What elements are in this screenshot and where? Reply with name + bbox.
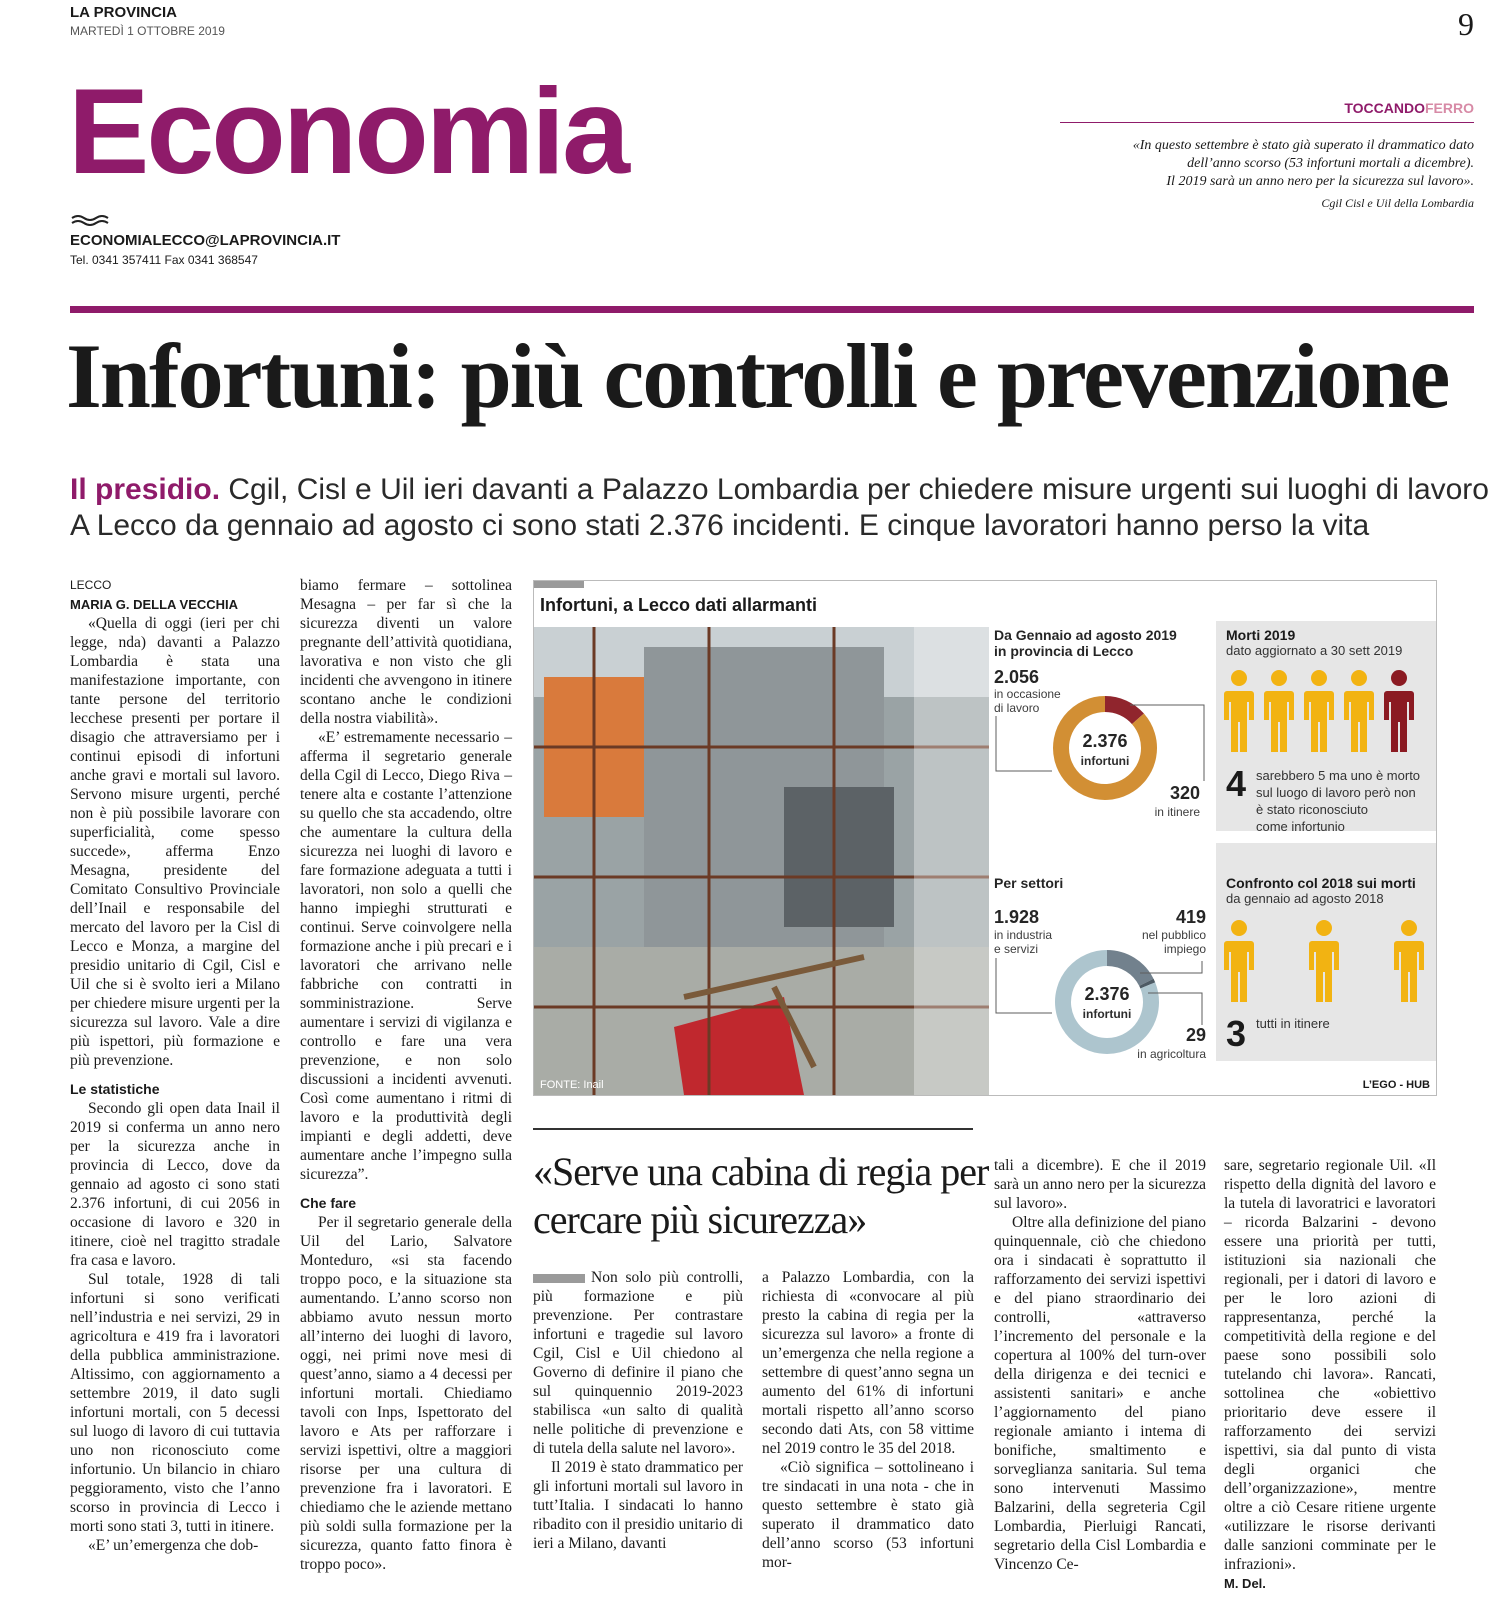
deaths-note (1256, 767, 1420, 835)
deck (70, 472, 1489, 544)
person-icon (1264, 670, 1294, 752)
signature: M. Del. (1224, 1576, 1266, 1591)
compare-note: tutti in itinere (1256, 1016, 1330, 1031)
deck-text-1: Cgil, Cisl e Uil ieri davanti a Palazzo Lombardia per chiedere misure urgenti sui luoghi di lavoro (220, 473, 1489, 506)
construction-site-photo (534, 627, 989, 1095)
compare-title: Confronto col 2018 sui morti (1226, 875, 1416, 891)
sector-leader-lines (990, 843, 1210, 1061)
donut2-total: 2.376 (1084, 984, 1130, 1004)
article-column-1 (70, 576, 280, 1555)
quote-line: Il 2019 sarà un anno nero per la sicurezza sul lavoro». (1166, 174, 1474, 189)
article2-column-1 (533, 1268, 743, 1553)
deck-lead: Il presidio. (70, 473, 221, 506)
newspaper-name: LA PROVINCIA (70, 4, 177, 21)
contact-email[interactable]: ECONOMIALECCO@LAPROVINCIA.IT (70, 232, 341, 249)
paragraph: sare, segretario regionale Uil. «Il rispetto della dignità del lavoro e la tutela di lavoratrici e lavoratori – ricorda Balzarini - devono essere una priorità per tutti, istituzioni sia nazionali che regionali, per i datori di lavoro e per le loro azioni di rappresentanza, perché la competitività della regione e del paese sono possibili solo tutelando chi lavora». Rancati, sottolinea che «obiettivo prioritario deve essere il rafforzamento dei servizi ispettivi, sia dal punto di vista degli organici che dell’organizzazione», mentre oltre a ciò Cesare ritiene urgente «utilizzare le risorse derivanti dalle sanzioni comminate per le infrazioni». (1224, 1157, 1436, 1573)
article2-column-3 (994, 1156, 1206, 1574)
panel-deaths-2019 (1216, 621, 1436, 834)
paragraph: tali a dicembre). E che il 2019 sarà un anno nero per la sicurezza sul lavoro». (994, 1157, 1206, 1212)
rubric-rule (1060, 122, 1474, 123)
rubric-part-b: FERRO (1425, 100, 1474, 116)
leader-lines (990, 621, 1210, 831)
work-value: 2.056 (994, 667, 1040, 687)
deck-line-2: A Lecco da gennaio ad agosto ci sono stati 2.376 incidenti. E cinque lavoratori hanno perso la vita (70, 509, 1370, 542)
period-title-1: Da Gennaio ad agosto 2019 (994, 627, 1177, 643)
paragraph: Il 2019 è stato drammatico per gli infortuni mortali sul lavoro in tutt’Italia. I sindacati lo hanno ribadito con il presidio unitario di ieri a Milano, davanti (533, 1459, 743, 1552)
subheading-statistics: Le statistiche (70, 1081, 160, 1097)
period-title-2: in provincia di Lecco (994, 643, 1134, 659)
wave-icon (70, 214, 110, 228)
panel-compare-2018 (1216, 843, 1436, 1061)
sidebar-quote (1054, 137, 1474, 191)
section-divider (70, 306, 1474, 313)
deaths-figures (1224, 669, 1434, 755)
agri-value: 29 (1185, 1025, 1206, 1045)
paragraph: Secondo gli open data Inail il 2019 si conferma un anno nero per la sicurezza anche in provincia di Lecco, dove da gennaio ad agosto ci sono stati 2.376 infortuni, di cui 2056 in occasione di lavoro e 320 in itinere, cioè nel tragitto stradale fra casa e lavoro. (70, 1100, 280, 1269)
person-icon (1309, 920, 1339, 1002)
infographic-tab (534, 581, 584, 588)
paragraph-text: Non solo più controlli, più formazione e più prevenzione. Per contrastare infortuni e tragedie sul lavoro Cgil, Cisl e Uil chiedono al Governo di definire il piano che sul quinquennio 2019-2023 stabilisca «un salto di qualità nelle politiche di prevenzione e di tutela della salute nel lavoro». (533, 1269, 743, 1457)
panel-total-injuries (990, 621, 1210, 831)
public-value: 419 (1175, 907, 1206, 927)
panel-sectors (990, 843, 1210, 1061)
person-icon (1224, 670, 1254, 752)
paragraph: «E’ un’emergenza che dob- (88, 1537, 259, 1554)
article-column-2 (300, 576, 512, 1574)
deaths-title: Morti 2019 (1226, 627, 1296, 643)
person-icon-not-recognized (1384, 670, 1414, 752)
sectors-title: Per settori (994, 875, 1064, 891)
quote-line: dell’anno scorso (53 infortuni mortali a dicembre). (1187, 156, 1474, 171)
paragraph: biamo fermare – sottolinea Mesagna – per far sì che la sicurezza diventi un valore pregnante dell’attività quotidiana, lavorativa e non visto che gli incidenti che avvengono in itinere scontano anche le condizioni della nostra viabilità». (300, 577, 512, 727)
commute-label: in itinere (1154, 805, 1200, 819)
paragraph: Sul totale, 1928 di tali infortuni si sono verificati nell’industria e nei servizi, 29 in agricoltura e 419 fra i lavoratori della pubblica amministrazione. Altissimo, con aggiornamento a settembre 2019, il dato sugli infortuni mortali, con 5 decessi sul luogo di lavoro di cui tuttavia uno non riconosciuto come infortunio. Un bilancio in chiaro peggioramento, visto che l’anno scorso in provincia di Lecco i morti sono stati 3, tutti in itinere. (70, 1271, 280, 1535)
paragraph: Per il segretario generale della Uil del Lario, Salvatore Monteduro, «si sta facendo troppo poco, e la situazione sta aumentando. L’anno scorso non abbiamo avuto nessun morto all’interno dei luoghi di lavoro, oggi, nei primi nove mesi di quest’anno, siamo a 4 decessi per infortuni mortali. Chiediamo tavoli con Inps, Ispettorato del lavoro e Ats per rafforzare i servizi ispettivi, oltre a maggiori risorse per una cultura di prevenzione fra i lavoratori. E chiediamo che le aziende mettano più soldi sulla formazione per la sicurezza, quanto fatto finora è troppo poco». (300, 1214, 512, 1573)
article2-column-2 (762, 1268, 974, 1572)
person-icon (1344, 670, 1374, 752)
infographic (533, 580, 1437, 1096)
byline: MARIA G. DELLA VECCHIA (70, 597, 239, 612)
subheading-what-to-do: Che fare (300, 1195, 357, 1211)
deck-line-1 (70, 472, 1489, 508)
industry-value: 1.928 (994, 907, 1040, 927)
contact-phone: Tel. 0341 357411 Fax 0341 368547 (70, 253, 258, 267)
donut1-total-label: infortuni (1080, 754, 1130, 768)
paragraph: «Ciò significa – sottolineano i tre sindacati in una nota - che in questo settembre è stato già superato il drammatico dato dell’anno scorso (53 infortuni mor- (762, 1459, 974, 1571)
industry-label-1: in industria (994, 928, 1053, 942)
public-label-2: impiego (1163, 942, 1206, 956)
dateline: LECCO (70, 578, 112, 592)
public-label-1: nel pubblico (1141, 928, 1206, 942)
issue-date: MARTEDÌ 1 OTTOBRE 2019 (70, 24, 225, 38)
rubric-label (1344, 100, 1474, 116)
donut1-total: 2.376 (1082, 731, 1128, 751)
section-title: Economia (68, 63, 628, 199)
second-headline: «Serve una cabina di regia per cercare più sicurezza» (533, 1149, 989, 1242)
quote-source: Cgil Cisl e Uil della Lombardia (1321, 196, 1474, 210)
person-icon (1304, 670, 1334, 752)
paragraph: Oltre alla definizione del piano quinquennale, ciò che chiedono ora i sindacati è soprattutto il rafforzamento dei servizi ispettivi e del piano straordinario dei controlli, «attraverso l’incremento del personale e la copertura al 100% del turn-over della dirigenza e dei tecnici e assistenti sanitari» e anche l’aggiornamento del piano regionale amianto i intema di bonifiche, smaltimento e sorveglianza sanitaria. Sul tema sono intervenuti Massimo Balzarini, della segreteria Cgil Lombardia, Pierluigi Rancati, segretario della Cisl Lombardia e Vincenzo Ce- (994, 1214, 1206, 1573)
donut2-total-label: infortuni (1082, 1007, 1132, 1021)
page-number: 9 (1458, 6, 1474, 42)
compare-subtitle: da gennaio ad agosto 2018 (1226, 891, 1384, 906)
deaths-note-line: sul luogo di lavoro però non (1256, 785, 1416, 800)
deaths-note-line: è stato riconosciuto (1256, 802, 1369, 817)
article2-column-4 (1224, 1156, 1436, 1593)
compare-figures (1224, 919, 1434, 1005)
lead-marker (533, 1274, 585, 1283)
commute-value: 320 (1169, 783, 1200, 803)
compare-value: 3 (1226, 1013, 1247, 1054)
deaths-note-line: come infortunio (1256, 819, 1345, 834)
paragraph: «E’ estremamente necessario – afferma il segretario generale della Cgil di Lecco, Diego Riva – tenere alta e costante l’attenzione su quello che sta accadendo, oltre che aumentare la cultura della sicurezza nei luoghi di lavoro e fare formazione adeguata a tutti i lavoratori, non solo a quelli che hanno impieghi strutturati e continui. Serve coinvolgere nella formazione anche i più precari e i lavoratori che arrivano nelle fabbriche con contratti in somministrazione. Serve aumentare i servizi di vigilanza e controllo e fare una vera prevenzione, e non solo discussioni a incidenti avvenuti. Così come aumentano i ritmi di lavoro e la produttività degli impianti e degli addetti, deve aumentare anche l’impegno sulla sicurezza”. (300, 729, 512, 1183)
industry-label-2: e servizi (994, 942, 1039, 956)
agri-label: in agricoltura (1137, 1047, 1206, 1061)
deaths-subtitle: dato aggiornato a 30 sett 2019 (1226, 643, 1403, 658)
infographic-title: Infortuni, a Lecco dati allarmanti (540, 595, 818, 615)
person-icon (1224, 920, 1254, 1002)
infographic-source: FONTE: Inail (540, 1079, 604, 1091)
main-headline: Infortuni: più controlli e prevenzione (66, 325, 1449, 427)
deaths-note-line: sarebbero 5 ma uno è morto (1256, 768, 1421, 783)
deaths-value: 4 (1226, 763, 1247, 804)
paragraph (533, 1268, 743, 1458)
person-icon (1394, 920, 1424, 1002)
infographic-credit: L’EGO - HUB (1362, 1079, 1430, 1091)
work-label-1: in occasione (994, 687, 1061, 701)
work-label-2: di lavoro (994, 701, 1040, 715)
rubric-part-a: TOCCANDO (1344, 100, 1425, 116)
paragraph: a Palazzo Lombardia, con la richiesta di «convocare al più presto la cabina di regia per la sicurezza sul lavoro» a fronte di un’emergenza che nella regione a settembre di quest’anno segna un aumento del 61% di infortuni mortali rispetto all’anno scorso secondo dati Ats, con 58 vittime nel 2019 contro le 35 del 2018. (762, 1269, 974, 1457)
quote-line: «In questo settembre è stato già superato il drammatico dato (1132, 138, 1474, 153)
subhead-rule (533, 1128, 973, 1130)
paragraph: «Quella di oggi (ieri per chi legge, nda) davanti a Palazzo Lombardia è stata una manifestazione importante, con tante persone del territorio lecchese presenti per portare il disagio che attraversiamo per i continui episodi di infortuni anche gravi e mortali sul lavoro. Servono misure urgenti, perché non è più possibile lavorare con superficialità, come spesso succede», afferma Enzo Mesagna, presidente del Comitato Consultivo Provinciale dell’Inail e responsabile del mercato del lavoro per la Cisl di Lecco e Monza, a margine del presidio unitario di Cgil, Cisl e Uil che si è svolto ieri a Milano per chiedere misure urgenti per la sicurezza sul lavoro. Vale a dire più ispettori, più formazione e più prevenzione. (70, 615, 280, 1069)
